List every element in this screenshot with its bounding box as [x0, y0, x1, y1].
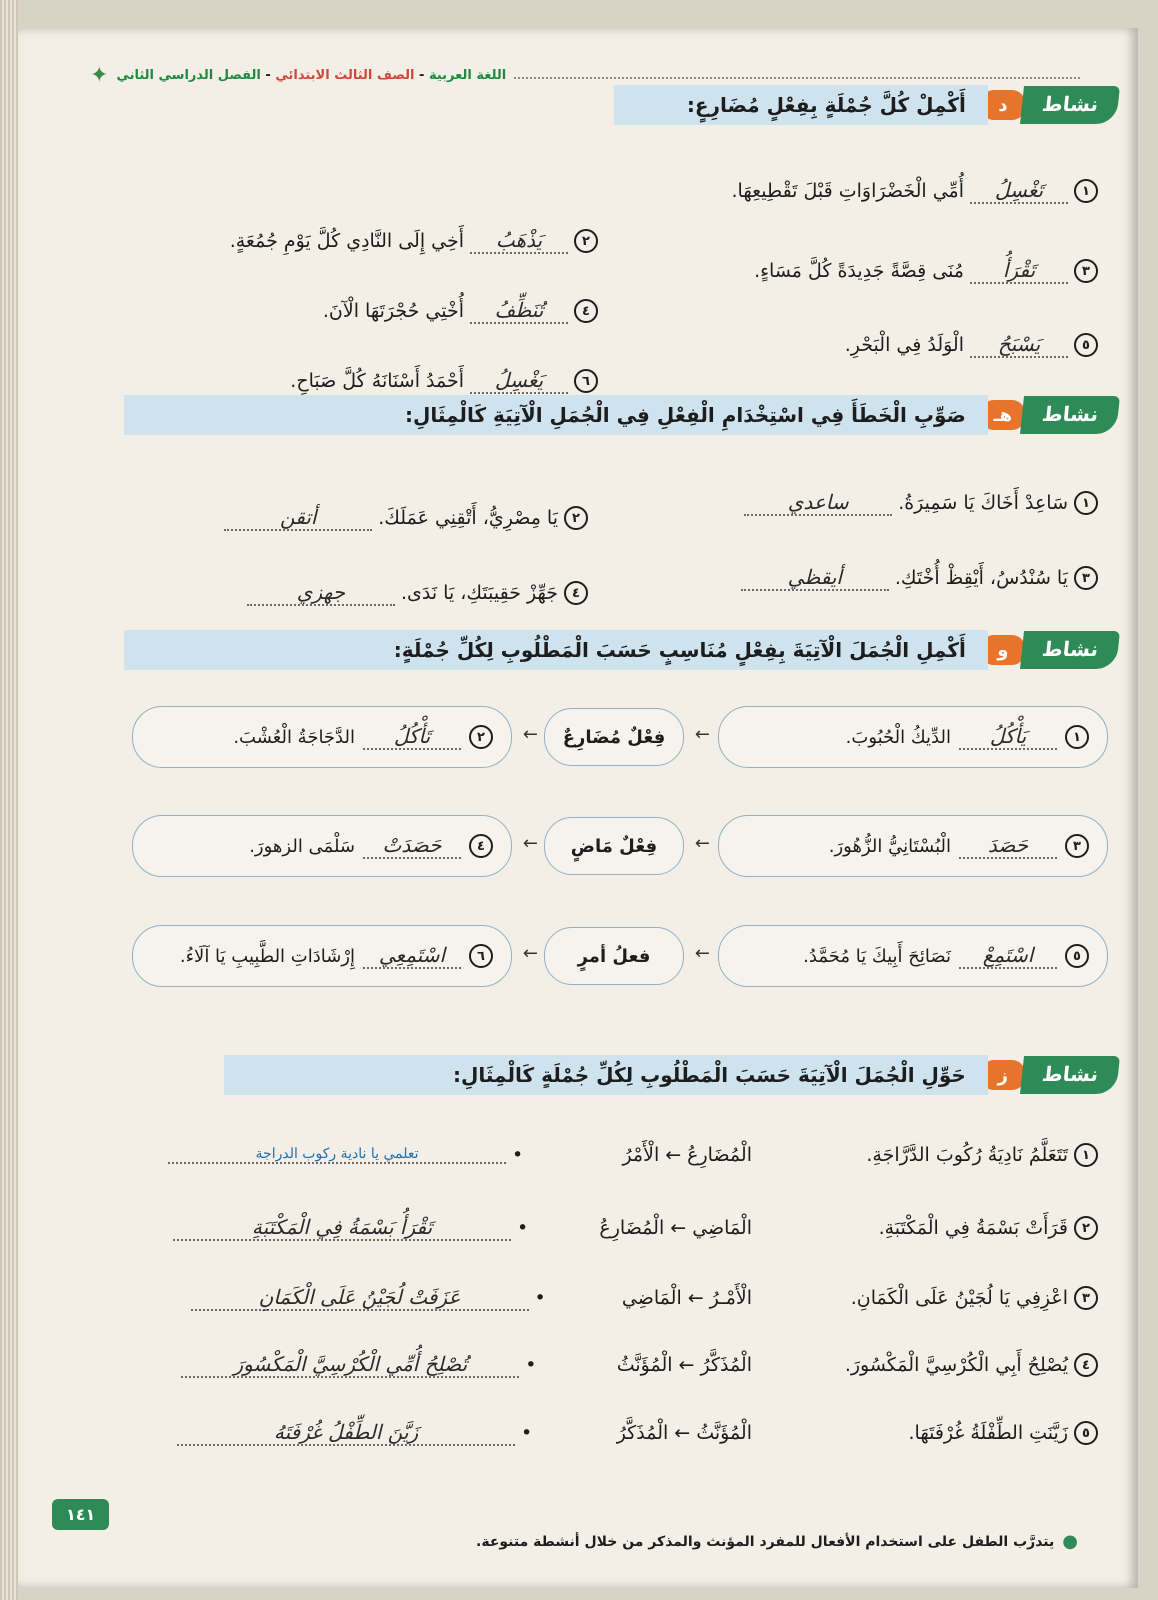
item-text: زَيَّنَتِ الطِّفْلَةُ غُرْفَتَهَا.	[908, 1422, 1068, 1444]
header-term: الفصل الدراسي الثاني	[116, 67, 261, 83]
answer-field[interactable]: أيقظي	[741, 565, 889, 591]
answer-field[interactable]: تَأْكُلُ	[363, 724, 461, 750]
arrow-icon: ←	[687, 1287, 704, 1309]
act-z-item-1	[168, 1143, 1098, 1167]
item-number: ٢	[574, 229, 598, 253]
arrow-left-icon: ←	[522, 833, 538, 854]
act-z-item-3	[191, 1285, 1098, 1311]
bullet-icon: •	[512, 1144, 524, 1166]
act-w-type-1: فِعْلٌ مُضَارِعٌ	[544, 708, 684, 766]
from-form: الْمُذَكَّرُ	[700, 1354, 752, 1376]
header-subject: اللغة العربية	[428, 67, 507, 83]
item-text: يُصْلِحُ أَبِي الْكُرْسِيَّ الْمَكْسُورَ.	[844, 1354, 1068, 1376]
footer-text: يتدرَّب الطفل على استخدام الأفعال للمفرد المؤنث والمذكر من خلال أنشطة متنوعة.	[476, 1533, 1055, 1550]
activity-label: نشاط	[1020, 1056, 1120, 1094]
answer-field[interactable]: زَيَّنَ الطِّفْلُ غُرْفَتَهُ	[177, 1420, 515, 1446]
item-text: قَرَأَتْ بَسْمَةُ فِي الْمَكْتَبَةِ.	[878, 1217, 1068, 1239]
from-form: الْأَمْـرُ	[709, 1287, 752, 1309]
goal-bullet-icon: ●	[1062, 1531, 1078, 1552]
act-d-item-6	[290, 368, 598, 394]
header-dotted-line	[514, 77, 1080, 79]
activity-d-header	[614, 85, 1118, 125]
answer-field[interactable]: تعلمي يا نادية ركوب الدراجة	[168, 1146, 506, 1164]
activity-d-instruction: أَكْمِلْ كُلَّ جُمْلَةٍ بِفِعْلٍ مُضَارِعٍ:	[614, 85, 988, 125]
item-number: ٤	[574, 299, 598, 323]
item-number: ١	[1074, 491, 1098, 515]
item-number: ٣	[1074, 1286, 1098, 1310]
item-number: ٤	[469, 834, 493, 858]
activity-label: نشاط	[1020, 631, 1120, 669]
answer-field[interactable]: عَزَفَتْ لُجَيْنُ عَلَى الْكَمَانِ	[191, 1285, 529, 1311]
item-number: ٥	[1065, 944, 1089, 968]
item-number: ٣	[1065, 834, 1089, 858]
item-text: الْوَلَدُ فِي الْبَحْرِ.	[844, 334, 964, 356]
to-form: الْمُضَارِعُ	[599, 1217, 665, 1239]
activity-w-instruction: أَكْمِلِ الْجُمَلَ الْآتِيَةَ بِفِعْلٍ مُنَاسِبٍ حَسَبَ الْمَطْلُوبِ لِكُلِّ جُمْلَةٍ:	[124, 630, 988, 670]
answer-field[interactable]: حَصَدَ	[959, 833, 1057, 859]
book-page-edge	[0, 0, 18, 1600]
arrow-icon: ←	[665, 1144, 682, 1166]
item-text: تَتَعَلَّمُ نَادِيَةُ رُكُوبَ الدَّرَّاجَةِ.	[866, 1144, 1068, 1166]
answer-field[interactable]: تُنَظِّفُ	[470, 298, 568, 324]
item-text: الدَّجَاجَةُ الْعُشْبَ.	[233, 726, 355, 748]
arrow-right-icon: ←	[694, 724, 710, 745]
item-number: ٦	[574, 369, 598, 393]
activity-z-instruction: حَوِّلِ الْجُمَلَ الْآتِيَةَ حَسَبَ الْمَطْلُوبِ لِكُلِّ جُمْلَةٍ كَالْمِثَالِ:	[224, 1055, 988, 1095]
item-number: ٣	[1074, 259, 1098, 283]
bullet-icon: •	[525, 1354, 537, 1376]
act-w-type-3: فعلُ أمرٍ	[544, 927, 684, 985]
item-text: يَا سُنْدُسُ، أَيْقِظْ أُخْتَكِ.	[894, 567, 1068, 589]
item-number: ٥	[1074, 333, 1098, 357]
to-form: الْمَاضِي	[621, 1287, 682, 1309]
act-d-item-2	[230, 228, 598, 254]
activity-w-header	[124, 630, 1118, 670]
item-number: ٤	[564, 581, 588, 605]
arrow-right-icon: ←	[694, 833, 710, 854]
act-z-item-5	[177, 1420, 1098, 1446]
act-w-item-3	[718, 815, 1108, 877]
from-form: الْمُضَارِعُ	[687, 1144, 752, 1166]
item-number: ٥	[1074, 1421, 1098, 1445]
act-h-item-2	[224, 505, 588, 531]
activity-letter-badge: ز	[978, 1057, 1028, 1093]
answer-field[interactable]: تَقْرَأُ	[970, 258, 1068, 284]
act-w-item-5	[718, 925, 1108, 987]
answer-field[interactable]: يَغْسِلُ	[470, 368, 568, 394]
act-d-item-4	[323, 298, 598, 324]
answer-field[interactable]: اسْتَمِعِي	[363, 943, 461, 969]
item-text: نَصَائِحَ أَبِيكَ يَا مُحَمَّدُ.	[803, 945, 951, 967]
item-number: ٤	[1074, 1353, 1098, 1377]
item-number: ٣	[1074, 566, 1098, 590]
header-grade: الصف الثالث الابتدائي	[275, 67, 415, 83]
item-text: اعْزِفِي يَا لُجَيْنُ عَلَى الْكَمَانِ.	[850, 1287, 1068, 1309]
activity-letter-badge: هـ	[978, 397, 1028, 433]
arrow-icon: ←	[678, 1354, 695, 1376]
item-text: سَاعِدْ أَخَاكَ يَا سَمِيرَةُ.	[898, 492, 1068, 514]
arrow-icon: ←	[670, 1217, 687, 1239]
answer-field[interactable]: يَسْبَحُ	[970, 332, 1068, 358]
item-number: ٢	[469, 725, 493, 749]
item-text: أُمِّي الْخَضْرَاوَاتِ قَبْلَ تَقْطِيعِهَا.	[731, 180, 964, 202]
item-number: ٢	[1074, 1216, 1098, 1240]
item-text: الدِّيكُ الْحُبُوبَ.	[845, 726, 951, 748]
act-w-type-2: فِعْلٌ مَاضٍ	[544, 817, 684, 875]
to-form: الْأَمْرُ	[622, 1144, 660, 1166]
page-number: ١٤١	[52, 1499, 109, 1530]
act-d-item-3	[754, 258, 1098, 284]
children-logo-icon: ✦	[90, 62, 109, 88]
item-number: ١	[1065, 725, 1089, 749]
activity-letter-badge: د	[978, 87, 1028, 123]
item-number: ١	[1074, 1143, 1098, 1167]
act-w-item-4	[132, 815, 512, 877]
answer-field[interactable]: ساعدي	[744, 490, 892, 516]
answer-field[interactable]: تُصْلِحُ أُمِّي الْكُرْسِيَّ الْمَكْسُورَ	[181, 1352, 519, 1378]
item-text: أَحْمَدُ أَسْنَانَهُ كُلَّ صَبَاحٍ.	[290, 370, 464, 392]
answer-field[interactable]: اسْتَمِعْ	[959, 943, 1057, 969]
answer-field[interactable]: يَذْهَبُ	[470, 228, 568, 254]
answer-field[interactable]: تَقْرَأُ بَسْمَةُ فِي الْمَكْتَبَةِ	[173, 1215, 511, 1241]
item-number: ٢	[564, 506, 588, 530]
arrow-icon: ←	[674, 1422, 691, 1444]
act-h-item-1	[744, 490, 1098, 516]
item-text: أَخِي إِلَى النَّادِي كُلَّ يَوْمِ جُمُعَةٍ.	[229, 230, 464, 252]
header-title: اللغة العربية - الصف الثالث الابتدائي - الفصل الدراسي الثاني	[116, 67, 507, 83]
arrow-right-icon: ←	[694, 943, 710, 964]
act-w-item-2	[132, 706, 512, 768]
from-form: الْمَاضِي	[692, 1217, 752, 1239]
act-w-item-6	[132, 925, 512, 987]
activity-letter-badge: و	[978, 632, 1028, 668]
item-number: ٦	[469, 944, 493, 968]
act-h-item-3	[741, 565, 1098, 591]
item-text: سَلْمَى الزهورَ.	[249, 835, 355, 857]
arrow-left-icon: ←	[522, 943, 538, 964]
act-d-item-5	[845, 332, 1098, 358]
answer-field[interactable]: جهزي	[247, 580, 395, 606]
item-text: الْبُسْتَانِيُّ الزُّهُورَ.	[828, 835, 951, 857]
from-form: الْمُؤَنَّثُ	[696, 1422, 752, 1444]
activity-label: نشاط	[1020, 396, 1120, 434]
answer-field[interactable]: حَصَدَتْ	[363, 833, 461, 859]
act-d-item-1	[732, 178, 1099, 204]
item-number: ١	[1074, 179, 1098, 203]
arrow-left-icon: ←	[522, 724, 538, 745]
item-text: يَا مِصْرِيُّ، أَتْقِنِي عَمَلَكَ.	[378, 507, 558, 529]
answer-field[interactable]: تَغْسِلُ	[970, 178, 1068, 204]
to-form: الْمُؤَنَّثُ	[616, 1354, 673, 1376]
activity-h-header	[124, 395, 1118, 435]
activity-h-instruction: صَوِّبِ الْخَطَأَ فِي اسْتِخْدَامِ الْفِعْلِ فِي الْجُمَلِ الْآتِيَةِ كَالْمِثَالِ:	[124, 395, 988, 435]
item-text: مُنَى قِصَّةً جَدِيدَةً كُلَّ مَسَاءٍ.	[754, 260, 964, 282]
activity-z-header	[224, 1055, 1118, 1095]
act-h-item-4	[247, 580, 588, 606]
bullet-icon: •	[521, 1422, 533, 1444]
item-text: إِرْشَادَاتِ الطَّبِيبِ يَا آلَاءُ.	[179, 945, 355, 967]
activity-label: نشاط	[1020, 86, 1120, 124]
answer-field[interactable]: أتقن	[224, 505, 372, 531]
bullet-icon: •	[534, 1287, 546, 1309]
to-form: الْمُذَكَّرُ	[616, 1422, 669, 1444]
act-z-item-4	[181, 1352, 1098, 1378]
bullet-icon: •	[517, 1217, 529, 1239]
item-text: جَهِّزْ حَقِيبَتَكِ، يَا نَدَى.	[400, 582, 558, 604]
answer-field[interactable]: يَأْكُلُ	[959, 724, 1057, 750]
act-w-item-1	[718, 706, 1108, 768]
footer-note	[476, 1531, 1078, 1552]
act-z-item-2	[173, 1215, 1098, 1241]
item-text: أُخْتِي حُجْرَتَهَا الْآنَ.	[322, 300, 464, 322]
